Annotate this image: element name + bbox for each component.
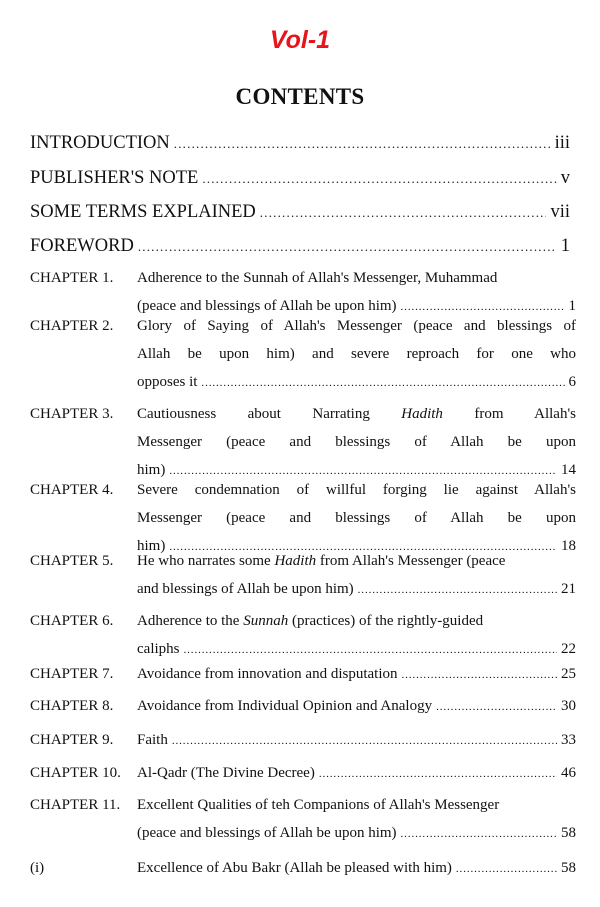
chapter-title-line: Adherence to the Sunnah of Allah's Messenger, Muhammad <box>137 270 498 286</box>
chapter-title-line: (peace and blessings of Allah be upon him) <box>137 298 397 314</box>
page-title: CONTENTS <box>235 84 365 109</box>
toc-entry-page: vii <box>550 202 570 222</box>
dot-leader <box>436 693 557 721</box>
toc-entry-page: v <box>560 168 570 188</box>
dot-leader <box>174 136 551 152</box>
chapter-label: CHAPTER 10. <box>30 765 121 781</box>
chapter-page: 58 <box>561 825 576 841</box>
chapter-title-line: Severe condemnation of willful forging lie against Allah's <box>137 482 576 498</box>
chapter-page: 14 <box>561 462 576 478</box>
chapter-page: 25 <box>561 666 576 682</box>
volume-label: Vol-1 <box>269 26 331 54</box>
chapter-title-line: Al-Qadr (The Divine Decree) <box>137 765 315 781</box>
chapter-label: CHAPTER 6. <box>30 613 114 629</box>
chapter-label: CHAPTER 1. <box>30 270 114 286</box>
chapter-title-line: Excellence of Abu Bakr (Allah be pleased with him) <box>137 860 452 876</box>
chapter-title-line: Glory of Saying of Allah's Messenger (peace and blessings of <box>137 318 576 334</box>
chapter-title-line: Adherence to the Sunnah (practices) of the rightly-guided <box>137 613 484 629</box>
chapter-page: 1 <box>568 298 576 314</box>
chapter-title-line: and blessings of Allah be upon him) <box>137 581 354 597</box>
chapter-page: 22 <box>561 641 576 657</box>
chapter-title-line: Messenger (peace and blessings of Allah be upon <box>137 434 576 450</box>
chapter-title-line: him) <box>137 462 166 478</box>
dot-leader <box>456 855 557 883</box>
toc-entry-page: 1 <box>560 236 570 256</box>
chapter-title-line: Messenger (peace and blessings of Allah be upon <box>137 510 576 526</box>
dot-leader <box>319 760 557 788</box>
chapter-page: 18 <box>561 538 576 554</box>
chapter-title-line: Faith <box>137 732 168 748</box>
chapter-label: CHAPTER 4. <box>30 482 114 498</box>
chapter-title-line: Avoidance from Individual Opinion and Analogy <box>137 698 433 714</box>
chapter-label: CHAPTER 9. <box>30 732 114 748</box>
dot-leader <box>401 820 557 848</box>
toc-entry-title: PUBLISHER'S NOTE <box>30 168 199 188</box>
chapter-title-line: caliphs <box>137 641 180 657</box>
chapter-page: 30 <box>561 698 576 714</box>
toc-entry-title: FOREWORD <box>30 236 134 256</box>
subentry-label: (i) <box>30 860 45 876</box>
chapter-title-line: Cautiousness about Narrating Hadith from Allah's <box>137 406 576 422</box>
toc-entry-page: iii <box>554 133 570 153</box>
dot-leader <box>358 576 557 604</box>
dot-leader <box>172 727 557 755</box>
dot-leader <box>138 239 557 255</box>
chapter-label: CHAPTER 2. <box>30 318 114 334</box>
dot-leader <box>202 171 556 187</box>
chapter-page: 33 <box>561 732 576 748</box>
chapter-title-line: him) <box>137 538 166 554</box>
chapter-label: CHAPTER 11. <box>30 797 121 813</box>
chapter-page: 58 <box>561 860 576 876</box>
toc-entry-introduction[interactable] <box>30 133 570 154</box>
chapter-page: 6 <box>568 374 576 390</box>
toc-entry-foreword[interactable] <box>30 236 570 257</box>
toc-entry-publishers-note[interactable] <box>30 168 570 189</box>
chapter-label: CHAPTER 3. <box>30 406 114 422</box>
chapter-title-line: Excellent Qualities of teh Companions of Allah's Messenger <box>137 797 500 813</box>
chapter-label: CHAPTER 5. <box>30 553 114 569</box>
dot-leader <box>201 369 564 397</box>
chapter-page: 46 <box>561 765 576 781</box>
chapter-label: CHAPTER 8. <box>30 698 114 714</box>
chapter-title-line: opposes it <box>137 374 198 390</box>
chapter-page: 21 <box>561 581 576 597</box>
chapter-label: CHAPTER 7. <box>30 666 114 682</box>
toc-entry-title: INTRODUCTION <box>30 133 170 153</box>
dot-leader <box>260 205 547 221</box>
dot-leader <box>402 661 557 689</box>
chapter-title-line: Allah be upon him) and severe reproach for one who <box>137 346 576 362</box>
chapter-title-line: He who narrates some Hadith from Allah's Messenger (peace <box>137 553 506 569</box>
chapter-title-line: Avoidance from innovation and disputation <box>137 666 398 682</box>
chapter-title-line: (peace and blessings of Allah be upon him) <box>137 825 397 841</box>
toc-entry-title: SOME TERMS EXPLAINED <box>30 202 256 222</box>
toc-entry-some-terms-explained[interactable] <box>30 202 570 223</box>
